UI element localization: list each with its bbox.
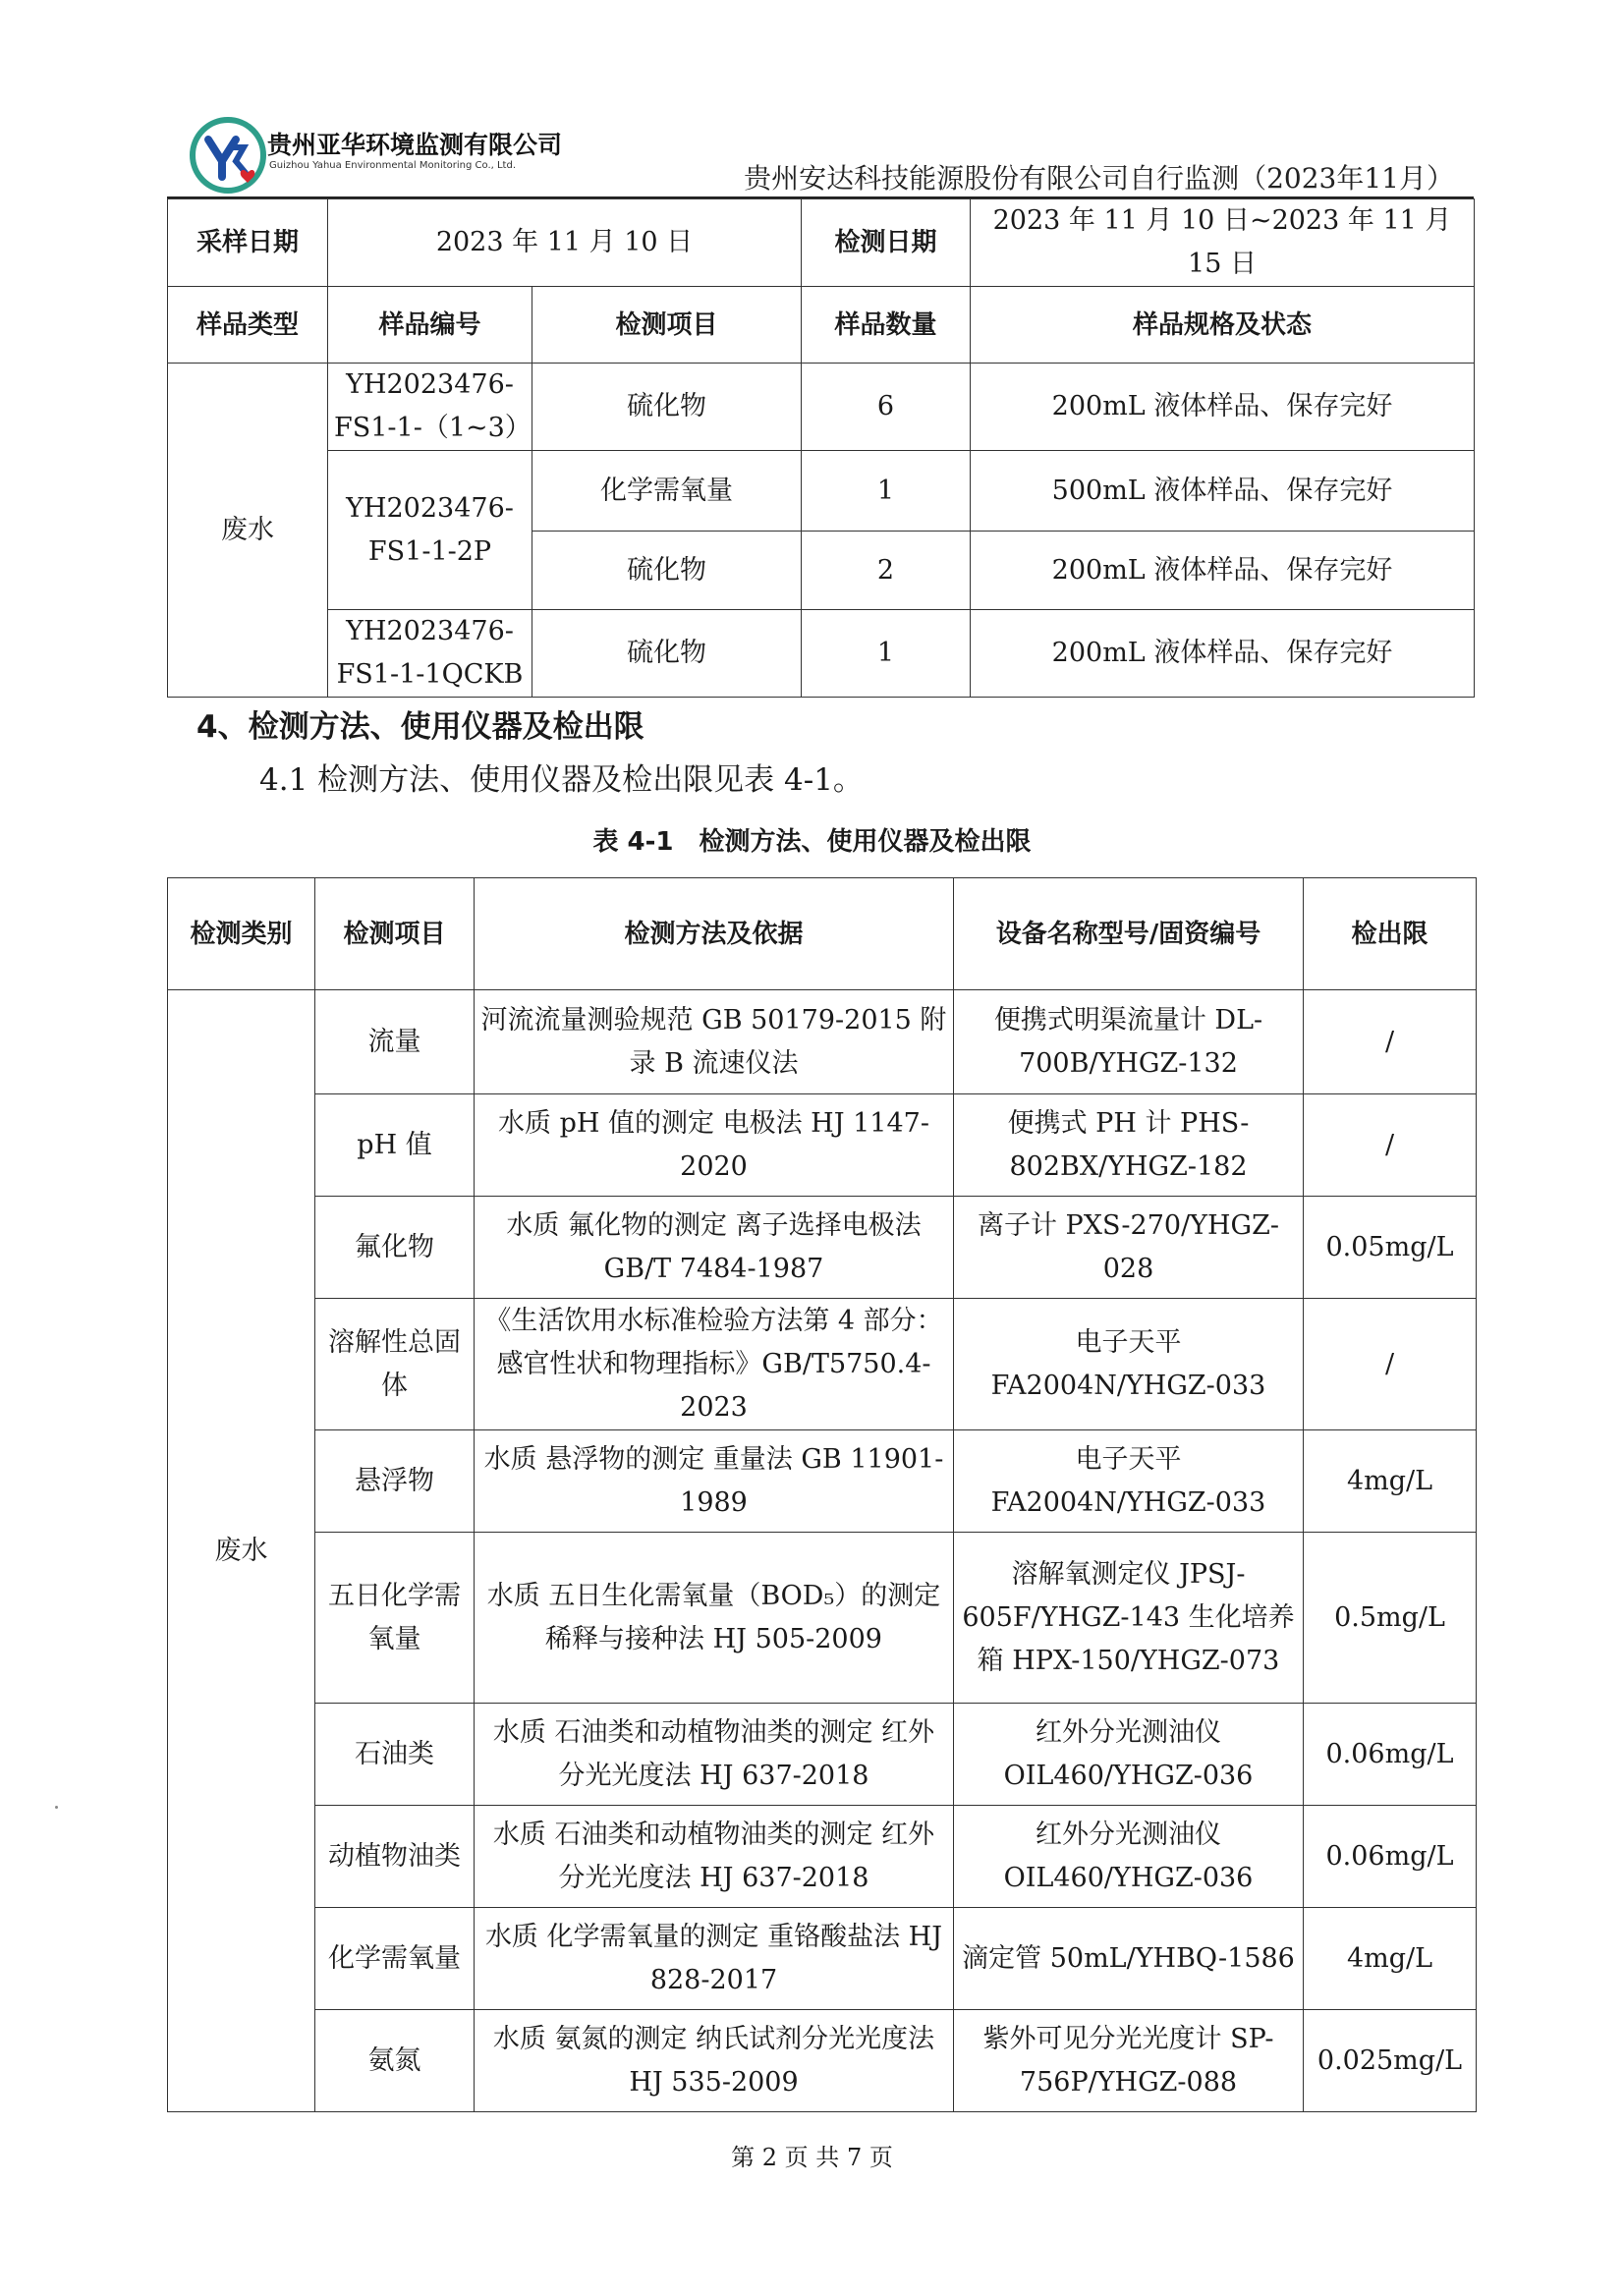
test-date-label: 检测日期 <box>802 199 971 287</box>
page-number: 第 2 页 共 7 页 <box>731 2144 893 2171</box>
column-header: 检出限 <box>1304 878 1477 990</box>
equipment-cell: 离子计 PXS-270/YHGZ-028 <box>954 1197 1304 1299</box>
table-row <box>168 2010 1477 2112</box>
test-item-cell: pH 值 <box>315 1094 475 1197</box>
limit-cell: / <box>1304 990 1477 1094</box>
sample-table-header <box>168 287 1475 364</box>
column-header: 检测项目 <box>315 878 475 990</box>
test-item-cell: 氨氮 <box>315 2010 475 2112</box>
test-item-cell: 流量 <box>315 990 475 1094</box>
sample-spec-cell: 200mL 液体样品、保存完好 <box>971 532 1475 610</box>
sample-id-cell: YH2023476-FS1-1-1QCKB <box>328 610 532 698</box>
sample-count-cell: 1 <box>802 610 971 698</box>
equipment-cell: 滴定管 50mL/YHBQ-1586 <box>954 1908 1304 2010</box>
test-date-value: 2023 年 11 月 10 日~2023 年 11 月 15 日 <box>971 199 1475 287</box>
sample-spec-cell: 200mL 液体样品、保存完好 <box>971 610 1475 698</box>
section-heading: 4、检测方法、使用仪器及检出限 <box>196 709 644 745</box>
test-item-cell: 化学需氧量 <box>532 451 802 532</box>
company-name: 贵州亚华环境监测有限公司 <box>267 131 563 159</box>
test-item-cell: 石油类 <box>315 1704 475 1806</box>
method-cell: 水质 五日生化需氧量（BOD₅）的测定 稀释与接种法 HJ 505-2009 <box>475 1533 954 1704</box>
column-header: 样品数量 <box>802 287 971 364</box>
table-row <box>168 1197 1477 1299</box>
method-cell: 水质 石油类和动植物油类的测定 红外分光光度法 HJ 637-2018 <box>475 1704 954 1806</box>
test-item-cell: 硫化物 <box>532 364 802 451</box>
table-row <box>168 1094 1477 1197</box>
table-row <box>168 1533 1477 1704</box>
test-category-cell: 废水 <box>168 990 315 2112</box>
method-table-header <box>168 878 1477 990</box>
test-item-cell: 氟化物 <box>315 1197 475 1299</box>
table-caption: 表 4-1 检测方法、使用仪器及检出限 <box>592 827 1032 857</box>
sample-id-cell: YH2023476-FS1-1-2P <box>328 451 532 610</box>
table-row <box>168 1704 1477 1806</box>
equipment-cell: 便携式明渠流量计 DL-700B/YHGZ-132 <box>954 990 1304 1094</box>
sample-spec-cell: 200mL 液体样品、保存完好 <box>971 364 1475 451</box>
table-row <box>168 451 1475 532</box>
limit-cell: 0.05mg/L <box>1304 1197 1477 1299</box>
limit-cell: 4mg/L <box>1304 1430 1477 1533</box>
equipment-cell: 电子天平 FA2004N/YHGZ-033 <box>954 1430 1304 1533</box>
sample-id-cell: YH2023476-FS1-1-（1~3） <box>328 364 532 451</box>
test-item-cell: 硫化物 <box>532 610 802 698</box>
equipment-cell: 红外分光测油仪 OIL460/YHGZ-036 <box>954 1806 1304 1908</box>
test-item-cell: 化学需氧量 <box>315 1908 475 2010</box>
sampling-date-value: 2023 年 11 月 10 日 <box>328 199 802 287</box>
table-row <box>168 1908 1477 2010</box>
column-header: 设备名称型号/固资编号 <box>954 878 1304 990</box>
table-row <box>168 990 1477 1094</box>
table-row <box>168 364 1475 451</box>
test-item-cell: 溶解性总固体 <box>315 1299 475 1430</box>
sample-count-cell: 2 <box>802 532 971 610</box>
column-header: 样品规格及状态 <box>971 287 1475 364</box>
test-item-cell: 动植物油类 <box>315 1806 475 1908</box>
equipment-cell: 紫外可见分光光度计 SP-756P/YHGZ-088 <box>954 2010 1304 2112</box>
equipment-cell: 溶解氧测定仪 JPSJ-605F/YHGZ-143 生化培养箱 HPX-150/YHGZ-073 <box>954 1533 1304 1704</box>
table-row <box>168 610 1475 698</box>
test-item-cell: 悬浮物 <box>315 1430 475 1533</box>
method-table <box>167 877 1477 2112</box>
limit-cell: 0.5mg/L <box>1304 1533 1477 1704</box>
limit-cell: / <box>1304 1299 1477 1430</box>
column-header: 样品编号 <box>328 287 532 364</box>
test-item-cell: 五日化学需氧量 <box>315 1533 475 1704</box>
sample-count-cell: 6 <box>802 364 971 451</box>
table-row <box>168 1806 1477 1908</box>
company-name-en: Guizhou Yahua Environmental Monitoring Co., Ltd. <box>269 160 517 171</box>
limit-cell: 0.025mg/L <box>1304 2010 1477 2112</box>
method-cell: 水质 化学需氧量的测定 重铬酸盐法 HJ 828-2017 <box>475 1908 954 2010</box>
test-item-cell: 硫化物 <box>532 532 802 610</box>
sample-spec-cell: 500mL 液体样品、保存完好 <box>971 451 1475 532</box>
limit-cell: 4mg/L <box>1304 1908 1477 2010</box>
method-cell: 《生活饮用水标准检验方法第 4 部分：感官性状和物理指标》GB/T5750.4-2023 <box>475 1299 954 1430</box>
column-header: 检测项目 <box>532 287 802 364</box>
method-cell: 水质 悬浮物的测定 重量法 GB 11901-1989 <box>475 1430 954 1533</box>
report-title: 贵州安达科技能源股份有限公司自行监测（2023年11月） <box>744 162 1454 195</box>
table-row <box>168 1299 1477 1430</box>
sampling-date-label: 采样日期 <box>168 199 328 287</box>
table-row <box>168 1430 1477 1533</box>
method-cell: 水质 pH 值的测定 电极法 HJ 1147-2020 <box>475 1094 954 1197</box>
method-cell: 水质 石油类和动植物油类的测定 红外分光光度法 HJ 637-2018 <box>475 1806 954 1908</box>
sample-type-cell: 废水 <box>168 364 328 698</box>
sample-count-cell: 1 <box>802 451 971 532</box>
company-logo-icon <box>187 114 269 196</box>
column-header: 检测类别 <box>168 878 315 990</box>
method-cell: 水质 氟化物的测定 离子选择电极法 GB/T 7484-1987 <box>475 1197 954 1299</box>
equipment-cell: 便携式 PH 计 PHS-802BX/YHGZ-182 <box>954 1094 1304 1197</box>
section-text: 4.1 检测方法、使用仪器及检出限见表 4-1。 <box>259 762 864 798</box>
sample-table <box>167 198 1475 698</box>
column-header: 检测方法及依据 <box>475 878 954 990</box>
method-cell: 河流流量测验规范 GB 50179-2015 附录 B 流速仪法 <box>475 990 954 1094</box>
method-cell: 水质 氨氮的测定 纳氏试剂分光光度法 HJ 535-2009 <box>475 2010 954 2112</box>
equipment-cell: 红外分光测油仪 OIL460/YHGZ-036 <box>954 1704 1304 1806</box>
limit-cell: / <box>1304 1094 1477 1197</box>
column-header: 样品类型 <box>168 287 328 364</box>
page-header <box>187 106 1474 196</box>
limit-cell: 0.06mg/L <box>1304 1806 1477 1908</box>
equipment-cell: 电子天平 FA2004N/YHGZ-033 <box>954 1299 1304 1430</box>
scan-speck <box>55 1806 58 1809</box>
limit-cell: 0.06mg/L <box>1304 1704 1477 1806</box>
